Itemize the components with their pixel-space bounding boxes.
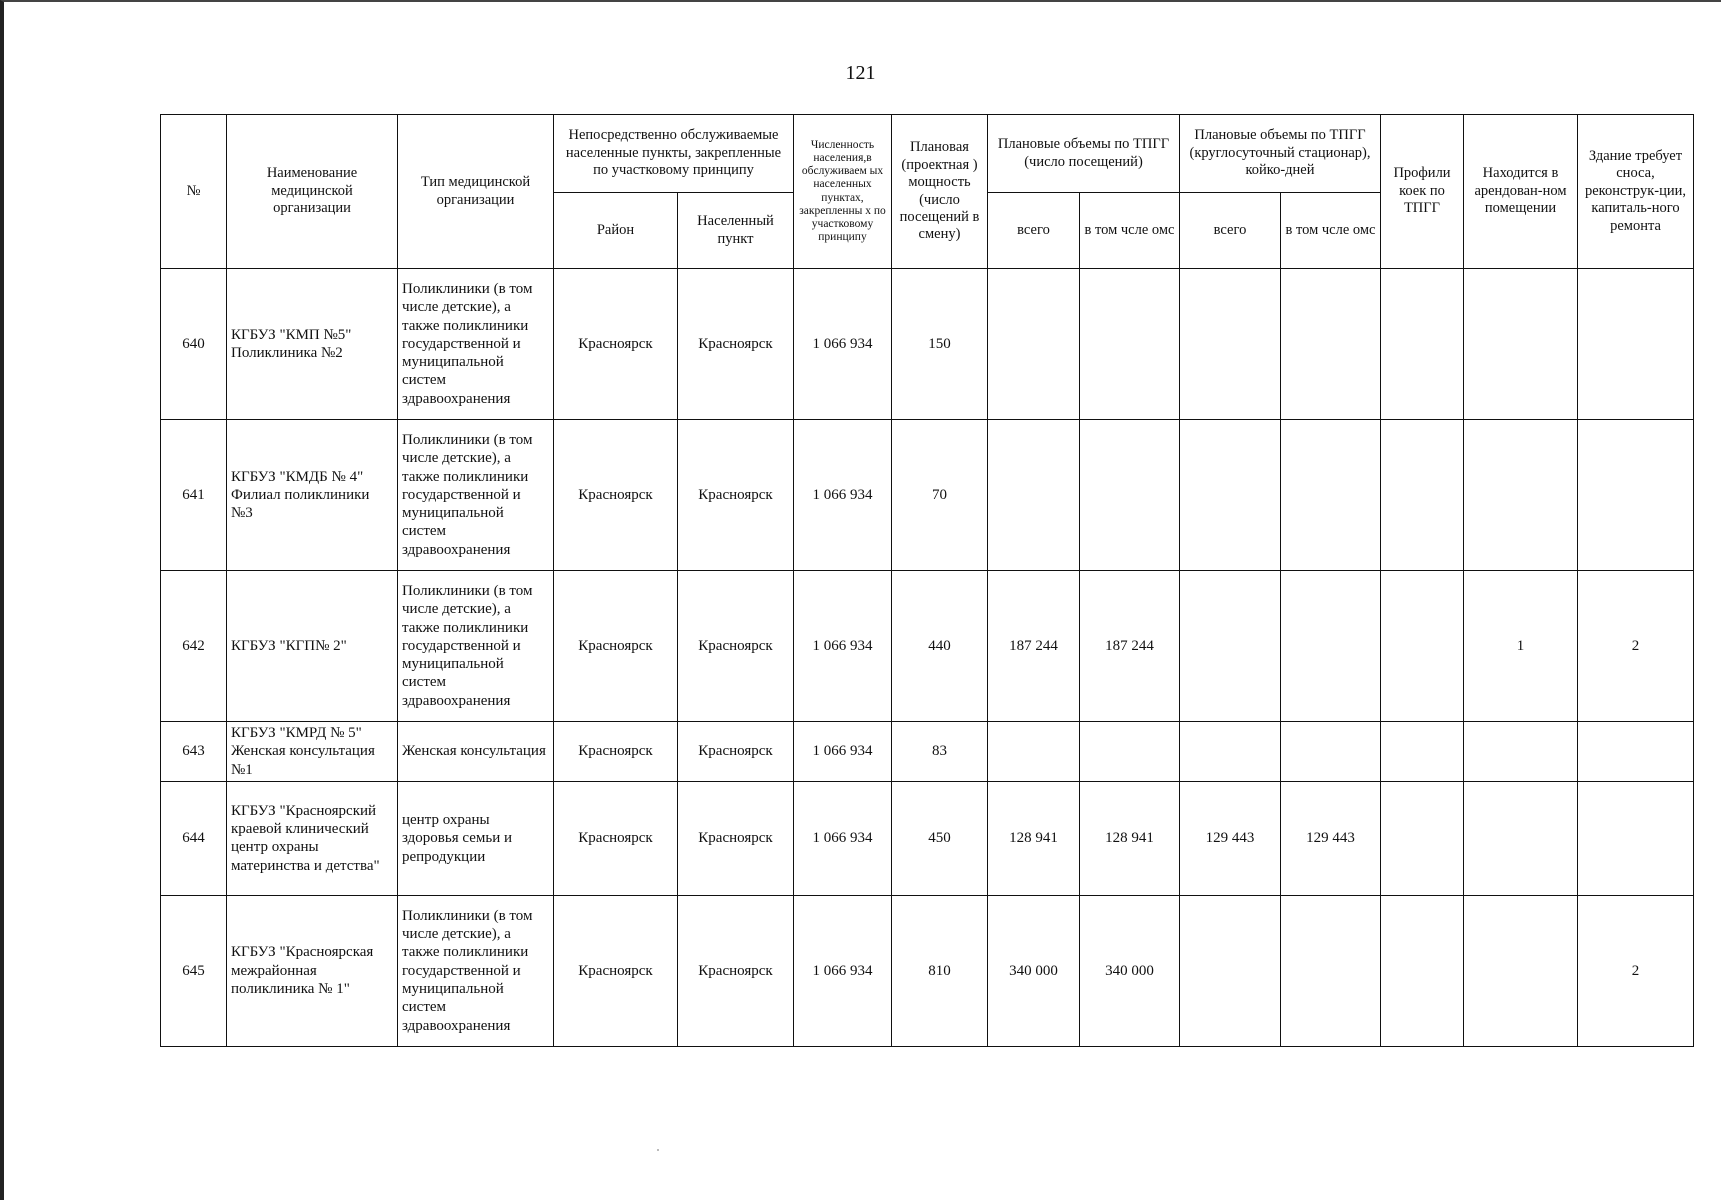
row-building — [1578, 420, 1694, 571]
row-org-type: Поликлиники (в том числе детские), а также поликлиники государственной и муниципальной систем здравоохранения — [398, 895, 554, 1046]
row-org-name: КГБУЗ "Красноярская межрайонная поликлиника № 1" — [227, 895, 398, 1046]
row-building — [1578, 722, 1694, 782]
row-no: 641 — [161, 420, 227, 571]
row-visits-oms — [1080, 269, 1180, 420]
row-org-name: КГБУЗ "Красноярский краевой клинический центр охраны материнства и детства" — [227, 781, 398, 895]
row-building — [1578, 269, 1694, 420]
row-capacity: 150 — [892, 269, 988, 420]
col-header-bed-profiles: Профили коек по ТПГГ — [1381, 115, 1464, 269]
row-no: 643 — [161, 722, 227, 782]
col-header-org-type: Тип медицинской организации — [398, 115, 554, 269]
row-profiles — [1381, 269, 1464, 420]
row-visits-total: 340 000 — [988, 895, 1080, 1046]
row-population: 1 066 934 — [794, 722, 892, 782]
row-no: 642 — [161, 571, 227, 722]
col-header-population: Численность населения,в обслуживаем ых населенных пунктах, закрепленны х по участковому принципу — [794, 115, 892, 269]
row-org-type: Поликлиники (в том числе детские), а также поликлиники государственной и муниципальной систем здравоохранения — [398, 269, 554, 420]
row-no: 644 — [161, 781, 227, 895]
row-beds-oms — [1281, 269, 1381, 420]
row-beds-total — [1180, 895, 1281, 1046]
row-org-name: КГБУЗ "КМП №5" Поликлиника №2 — [227, 269, 398, 420]
row-settlement: Красноярск — [678, 722, 794, 782]
row-rented: 1 — [1464, 571, 1578, 722]
row-visits-oms: 128 941 — [1080, 781, 1180, 895]
row-org-name: КГБУЗ "КГП№ 2" — [227, 571, 398, 722]
col-header-rented: Находится в арендован-ном помещении — [1464, 115, 1578, 269]
row-district: Красноярск — [554, 571, 678, 722]
row-org-type: Поликлиники (в том числе детские), а также поликлиники государственной и муниципальной систем здравоохранения — [398, 420, 554, 571]
row-org-name: КГБУЗ "КМДБ № 4" Филиал поликлиники №3 — [227, 420, 398, 571]
row-population: 1 066 934 — [794, 781, 892, 895]
row-visits-oms — [1080, 420, 1180, 571]
row-settlement: Красноярск — [678, 571, 794, 722]
table-row — [161, 781, 1694, 895]
col-header-served-points: Непосредственно обслуживаемые населенные пункты, закрепленные по участковому принципу — [554, 115, 794, 193]
row-beds-oms: 129 443 — [1281, 781, 1381, 895]
col-header-no: № — [161, 115, 227, 269]
row-population: 1 066 934 — [794, 571, 892, 722]
row-org-type: Поликлиники (в том числе детские), а также поликлиники государственной и муниципальной систем здравоохранения — [398, 571, 554, 722]
row-rented — [1464, 269, 1578, 420]
header-row-1 — [161, 115, 1694, 193]
col-header-visits-oms: в том чсле омс — [1080, 193, 1180, 269]
scan-speck — [657, 1149, 659, 1151]
row-visits-total: 187 244 — [988, 571, 1080, 722]
row-visits-oms: 340 000 — [1080, 895, 1180, 1046]
table-row — [161, 269, 1694, 420]
row-org-type: Женская консультация — [398, 722, 554, 782]
row-beds-total — [1180, 571, 1281, 722]
col-header-hospital: Плановые объемы по ТПГГ (круглосуточный стационар), койко-дней — [1180, 115, 1381, 193]
row-beds-total — [1180, 420, 1281, 571]
row-profiles — [1381, 722, 1464, 782]
row-settlement: Красноярск — [678, 269, 794, 420]
row-no: 645 — [161, 895, 227, 1046]
col-header-capacity: Плановая (проектная ) мощность (число посещений в смену) — [892, 115, 988, 269]
row-profiles — [1381, 895, 1464, 1046]
row-beds-total: 129 443 — [1180, 781, 1281, 895]
row-building: 2 — [1578, 571, 1694, 722]
row-visits-oms — [1080, 722, 1180, 782]
row-beds-total — [1180, 269, 1281, 420]
col-header-visits-total: всего — [988, 193, 1080, 269]
col-header-org-name: Наименование медицинской организации — [227, 115, 398, 269]
row-capacity: 810 — [892, 895, 988, 1046]
row-profiles — [1381, 781, 1464, 895]
row-visits-total — [988, 722, 1080, 782]
row-population: 1 066 934 — [794, 895, 892, 1046]
row-settlement: Красноярск — [678, 895, 794, 1046]
row-capacity: 450 — [892, 781, 988, 895]
row-capacity: 83 — [892, 722, 988, 782]
col-header-beds-total: всего — [1180, 193, 1281, 269]
row-district: Красноярск — [554, 722, 678, 782]
row-population: 1 066 934 — [794, 269, 892, 420]
col-header-district: Район — [554, 193, 678, 269]
row-capacity: 70 — [892, 420, 988, 571]
col-header-visits: Плановые объемы по ТПГГ (число посещений) — [988, 115, 1180, 193]
row-district: Красноярск — [554, 895, 678, 1046]
row-profiles — [1381, 571, 1464, 722]
col-header-settlement: Населенный пункт — [678, 193, 794, 269]
row-visits-total — [988, 420, 1080, 571]
row-rented — [1464, 420, 1578, 571]
col-header-building: Здание требует сноса, реконструк-ции, капиталь-ного ремонта — [1578, 115, 1694, 269]
row-visits-oms: 187 244 — [1080, 571, 1180, 722]
row-org-name: КГБУЗ "КМРД № 5" Женская консультация №1 — [227, 722, 398, 782]
row-beds-oms — [1281, 571, 1381, 722]
row-beds-oms — [1281, 420, 1381, 571]
row-district: Красноярск — [554, 420, 678, 571]
row-rented — [1464, 781, 1578, 895]
row-settlement: Красноярск — [678, 781, 794, 895]
row-district: Красноярск — [554, 269, 678, 420]
row-org-type: центр охраны здоровья семьи и репродукции — [398, 781, 554, 895]
registry-table — [160, 114, 1694, 1047]
row-rented — [1464, 895, 1578, 1046]
page-number: 121 — [845, 62, 876, 84]
col-header-beds-oms: в том чсле омс — [1281, 193, 1381, 269]
row-beds-total — [1180, 722, 1281, 782]
row-settlement: Красноярск — [678, 420, 794, 571]
row-beds-oms — [1281, 722, 1381, 782]
row-no: 640 — [161, 269, 227, 420]
row-rented — [1464, 722, 1578, 782]
row-district: Красноярск — [554, 781, 678, 895]
row-profiles — [1381, 420, 1464, 571]
table-row — [161, 420, 1694, 571]
table-row — [161, 895, 1694, 1046]
row-beds-oms — [1281, 895, 1381, 1046]
row-capacity: 440 — [892, 571, 988, 722]
row-visits-total — [988, 269, 1080, 420]
row-visits-total: 128 941 — [988, 781, 1080, 895]
row-building: 2 — [1578, 895, 1694, 1046]
row-building — [1578, 781, 1694, 895]
table-row — [161, 722, 1694, 782]
table-row — [161, 571, 1694, 722]
row-population: 1 066 934 — [794, 420, 892, 571]
